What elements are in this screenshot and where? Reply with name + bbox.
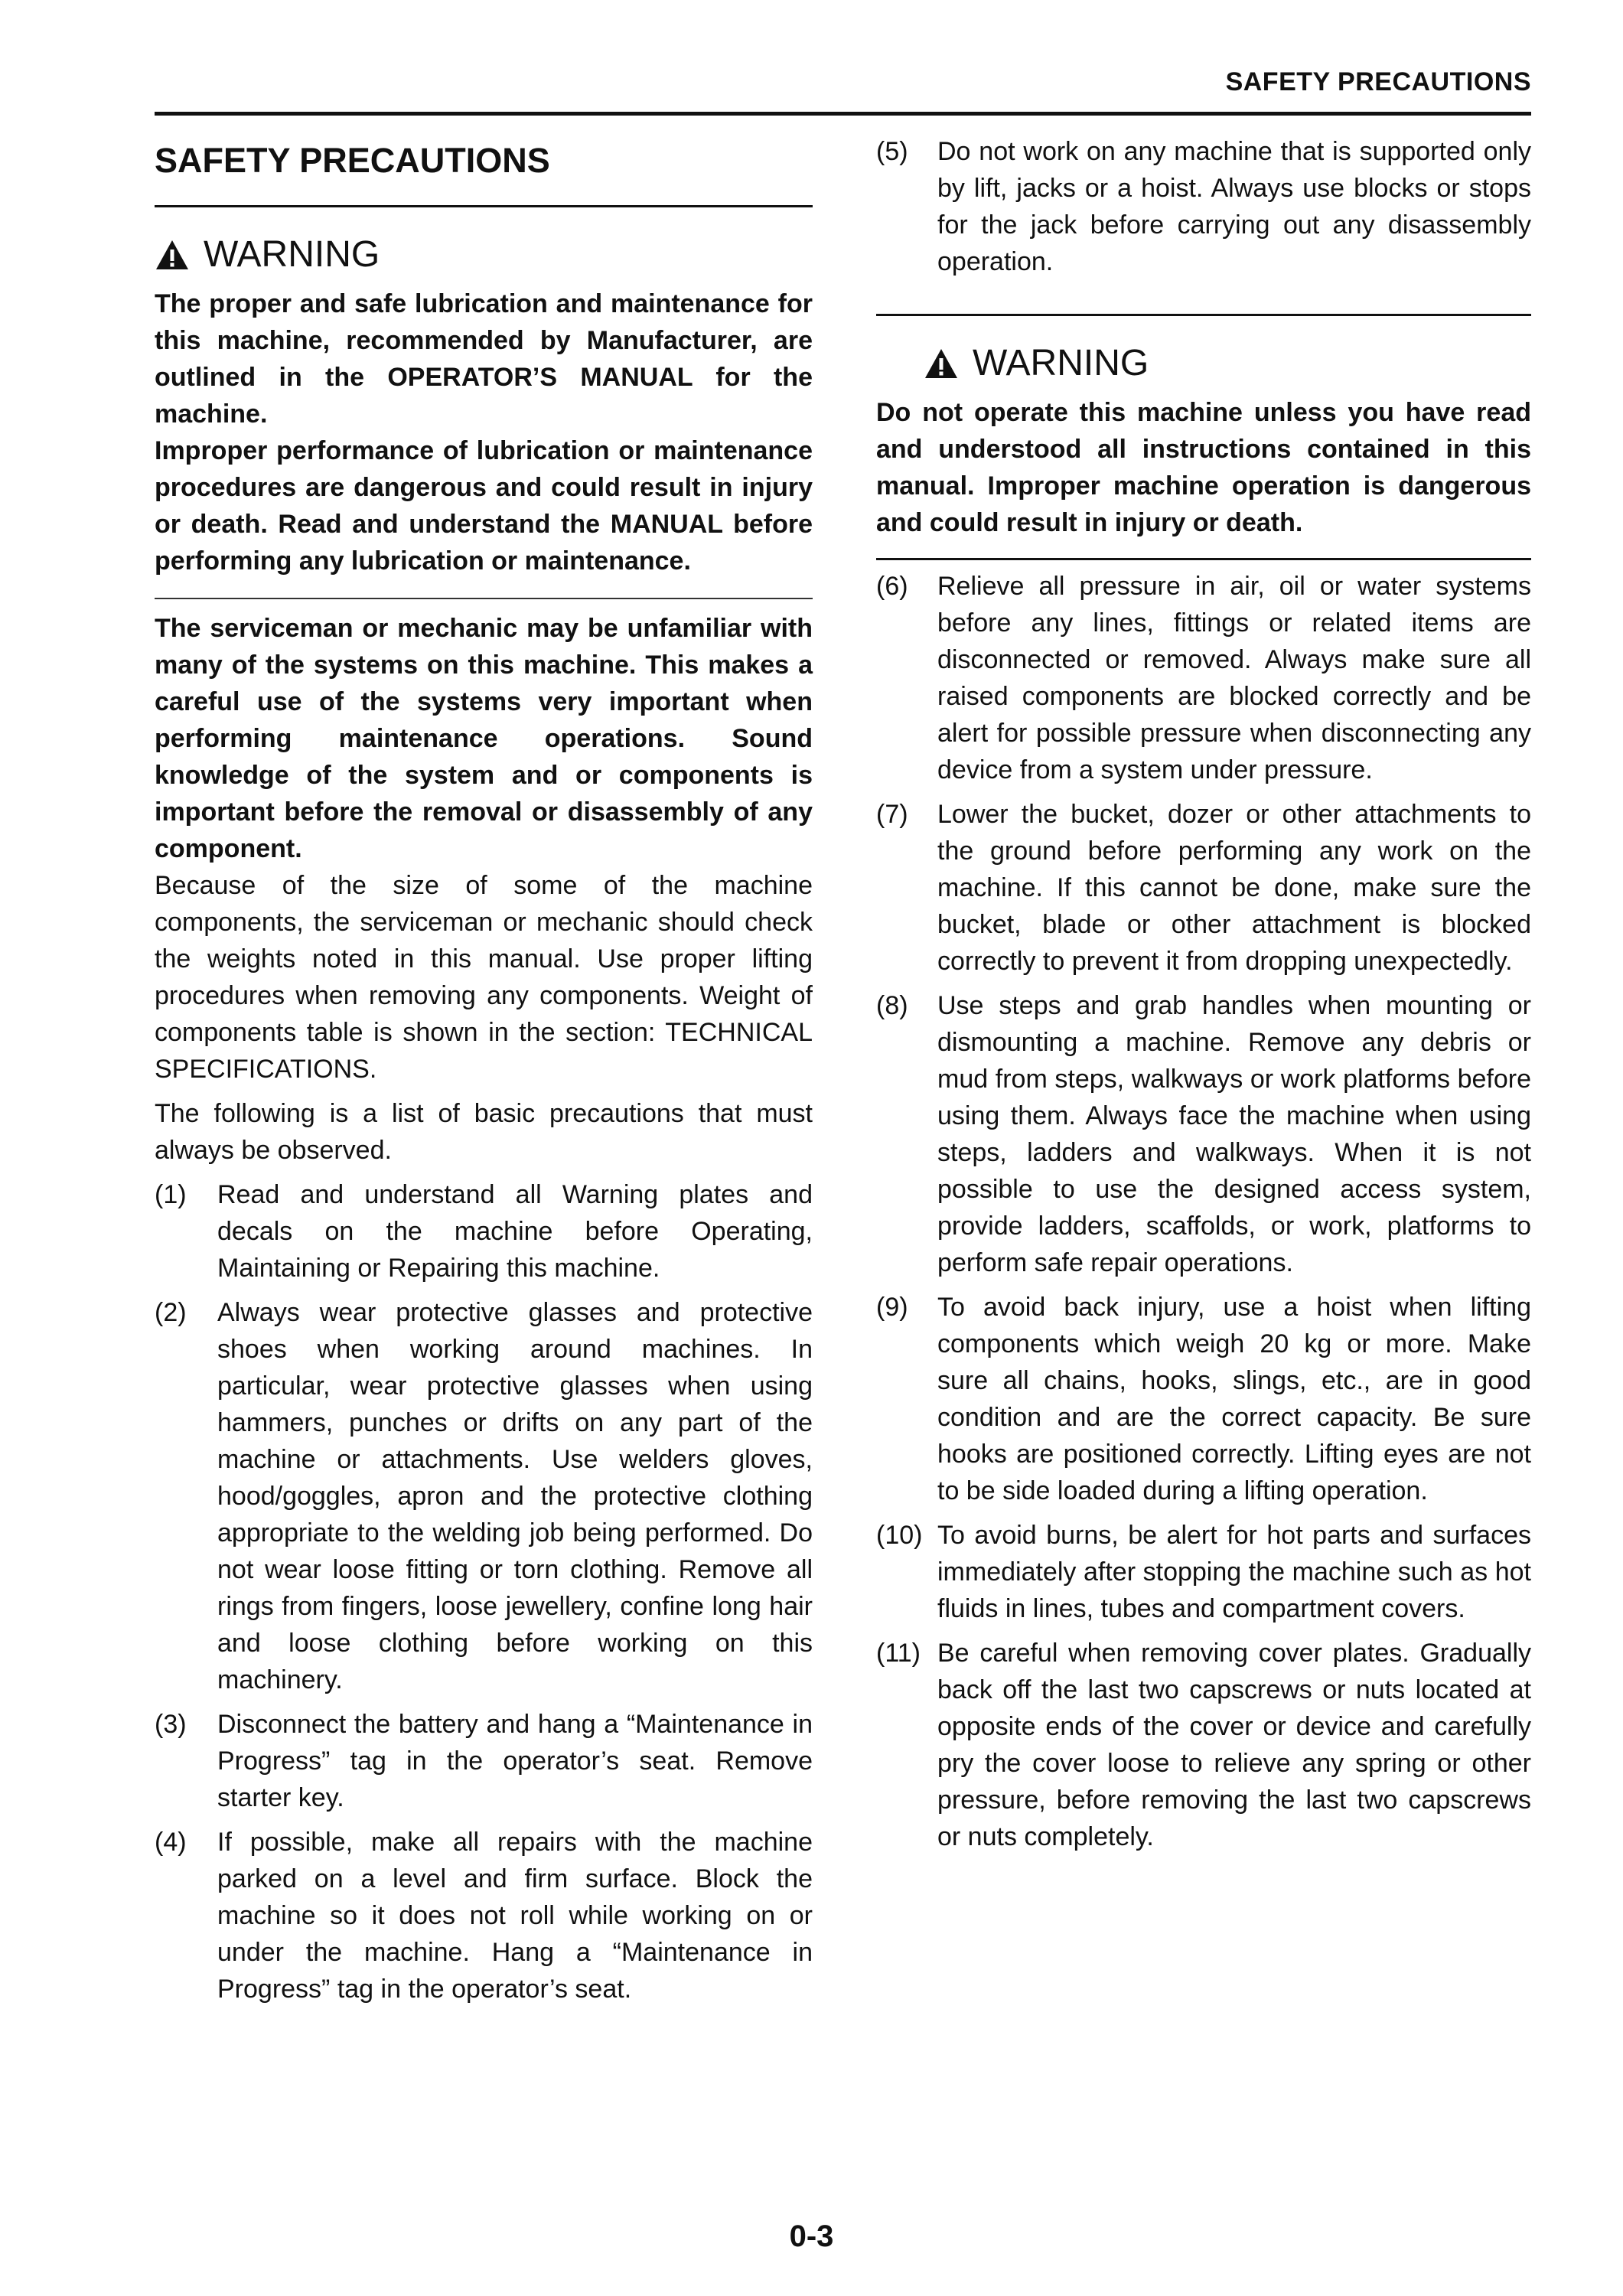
page-number: 0-3 <box>789 2219 834 2253</box>
serviceman-note: The serviceman or mechanic may be unfamiliar with many of the systems on this machine. This makes a careful use of the systems very important when performing maintenance operations. Sound knowledge of the system and or components is important before the removal or disassembly of any component. <box>155 614 813 863</box>
item-text: Always wear protective glasses and protective shoes when working around machines. In particular, wear protective glasses when using hammers, punches or drifts on any part of the machine or attachments. Use welders gloves, hood/goggles, apron and the protective clothing appropriate to the welding job being performed. Do not wear loose fitting or torn clothing. Remove all rings from fingers, loose jewellery, confine long hair and loose clothing before working on this machinery. <box>217 1298 813 1694</box>
item-number: (1) <box>155 1180 187 1209</box>
warning-triangle-icon <box>155 239 190 271</box>
item-number: (7) <box>876 800 908 829</box>
item-number: (2) <box>155 1298 187 1327</box>
item-number: (3) <box>155 1710 187 1739</box>
precautions-list <box>876 568 1531 1855</box>
list-item <box>155 1294 813 1698</box>
item-text: If possible, make all repairs with the machine parked on a level and firm surface. Block the machine so it does not roll while working on or under the machine. Hang a “Maintenance in Progress” tag in the operator’s seat. <box>217 1828 813 2004</box>
item-text: Do not work on any machine that is supported only by lift, jacks or a hoist. Always use blocks or stops for the jack before carrying out any disassembly operation. <box>937 137 1531 276</box>
warning-text: Improper performance of lubrication or maintenance procedures are dangerous and could result in injury or death. Read and understand the MANUAL before performing any lubrication or maintenance. <box>155 436 813 576</box>
item-number: (8) <box>876 991 908 1020</box>
warning-heading <box>924 339 1531 388</box>
item-number: (6) <box>876 572 908 601</box>
warning-triangle-icon <box>924 347 959 380</box>
right-column <box>876 130 1531 1855</box>
warning-text: Do not operate this machine unless you have read and understood all instructions contained in this manual. Improper machine operation is dangerous and could result in injury or death. <box>876 398 1531 537</box>
item-number: (4) <box>155 1828 187 1857</box>
section-title: SAFETY PRECAUTIONS <box>155 141 550 180</box>
item-text: Relieve all pressure in air, oil or water systems before any lines, fittings or related items are disconnected or removed. Always make sure all raised components are blocked correctly and be alert for possible pressure when disconnecting any device from a system under pressure. <box>937 572 1531 784</box>
warning-text: The proper and safe lubrication and maintenance for this machine, recommended by Manufacturer, are outlined in the OPERATOR’S MANUAL for the machine. <box>155 289 813 429</box>
precautions-list <box>155 1176 813 2007</box>
item-text: Lower the bucket, dozer or other attachments to the ground before performing any work on the machine. If this cannot be done, make sure the bucket, blade or other attachment is blocked correctly to prevent it from dropping unexpectedly. <box>937 800 1531 976</box>
body-paragraph: Because of the size of some of the machine components, the serviceman or mechanic should check the weights noted in this manual. Use proper lifting procedures when removing any components. Weight of components table is shown in the section: TECHNICAL SPECIFICATIONS. <box>155 871 813 1084</box>
warning-heading <box>155 230 813 279</box>
divider <box>876 314 1531 316</box>
list-item <box>876 1289 1531 1509</box>
list-item <box>155 1706 813 1816</box>
item-text: Disconnect the battery and hang a “Maintenance in Progress” tag in the operator’s seat. Remove starter key. <box>217 1710 813 1812</box>
divider <box>876 558 1531 560</box>
warning-label: WARNING <box>973 343 1149 383</box>
item-text: Read and understand all Warning plates and decals on the machine before Operating, Maintaining or Repairing this machine. <box>217 1180 813 1283</box>
list-item <box>876 987 1531 1281</box>
body-paragraph: The following is a list of basic precautions that must always be observed. <box>155 1099 813 1165</box>
list-item <box>155 1824 813 2007</box>
list-item <box>876 133 1531 280</box>
header-rule <box>155 112 1531 116</box>
item-number: (11) <box>876 1639 921 1668</box>
item-number: (10) <box>876 1521 923 1550</box>
item-number: (9) <box>876 1293 908 1322</box>
list-item <box>876 568 1531 788</box>
divider <box>155 598 813 599</box>
left-column <box>155 130 813 2007</box>
list-item <box>876 796 1531 980</box>
list-item <box>876 1635 1531 1855</box>
list-item <box>155 1176 813 1287</box>
item-text: Be careful when removing cover plates. Gradually back off the last two capscrews or nuts located at opposite ends of the cover or device and carefully pry the cover loose to relieve any spring or other pressure, before removing the last two capscrews or nuts completely. <box>937 1639 1531 1851</box>
item-text: To avoid back injury, use a hoist when lifting components which weigh 20 kg or more. Make sure all chains, hooks, slings, etc., are in good condition and are the correct capacity. Be sure hooks are positioned correctly. Lifting eyes are not to be side loaded during a lifting operation. <box>937 1293 1531 1505</box>
list-item <box>876 1517 1531 1627</box>
item-number: (5) <box>876 137 908 166</box>
item-text: To avoid burns, be alert for hot parts and surfaces immediately after stopping the machine such as hot fluids in lines, tubes and compartment covers. <box>937 1521 1531 1623</box>
warning-label: WARNING <box>204 234 380 275</box>
precautions-list <box>876 133 1531 280</box>
running-header-title: SAFETY PRECAUTIONS <box>1225 67 1531 96</box>
item-text: Use steps and grab handles when mounting or dismounting a machine. Remove any debris or mud from steps, walkways or work platforms before using them. Always face the machine when using steps, ladders and walkways. When it is not possible to use the designed access system, provide ladders, scaffolds, or work, platforms to perform safe repair operations. <box>937 991 1531 1277</box>
divider <box>155 205 813 207</box>
